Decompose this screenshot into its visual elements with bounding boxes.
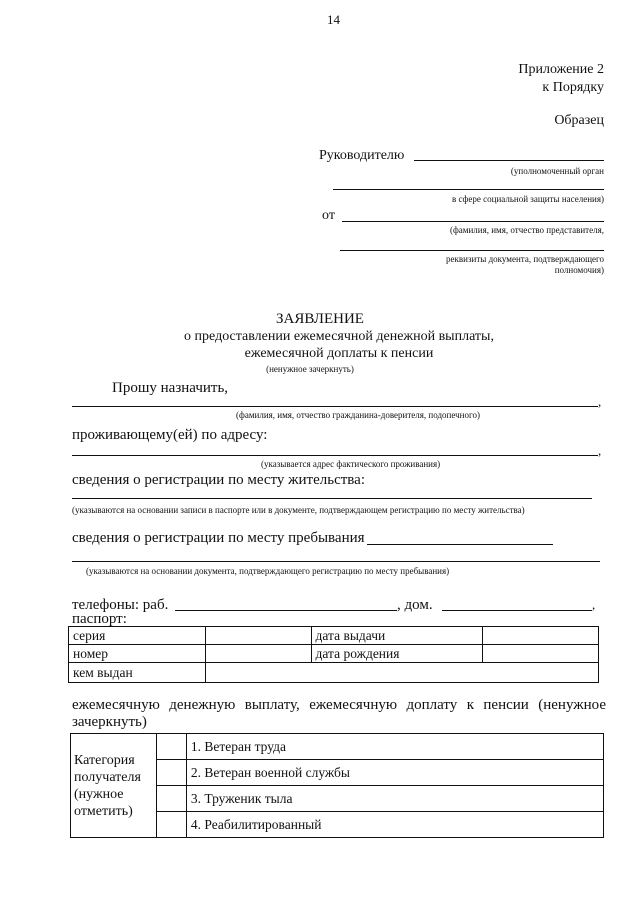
appendix-line1: Приложение 2 <box>518 62 604 77</box>
fio-line[interactable] <box>72 406 598 407</box>
category-checkbox-4[interactable] <box>156 812 186 838</box>
hint-representative-2: реквизиты документа, подтверждающего <box>446 254 604 264</box>
reg-stay-line-2[interactable] <box>72 561 600 562</box>
title-sub-1: о предоставлении ежемесячной денежной выплаты, <box>184 329 494 344</box>
reg-stay-label: сведения о регистрации по месту пребывания <box>72 530 365 546</box>
passport-series-label: серия <box>69 627 206 645</box>
hint-authority-1: (уполномоченный орган <box>510 166 604 176</box>
hint-representative-1: (фамилия, имя, отчество представителя, <box>449 225 604 235</box>
title-sub-2: ежемесячной доплаты к пенсии <box>244 346 434 361</box>
hint-authority-2: в сфере социальной защиты населения) <box>451 194 604 204</box>
category-item-2: 2. Ветеран военной службы <box>186 760 603 786</box>
address-comma: , <box>598 443 602 458</box>
passport-number-value[interactable] <box>205 645 311 663</box>
hint-address: (указывается адрес фактического проживания) <box>261 459 441 469</box>
title-note: (ненужное зачеркнуть) <box>266 364 354 374</box>
representative-line[interactable] <box>340 250 604 251</box>
passport-issue-date-value[interactable] <box>483 627 599 645</box>
birth-date-label: дата рождения <box>311 645 483 663</box>
page-number: 14 <box>327 12 340 27</box>
authority-line[interactable] <box>333 189 604 190</box>
reg-residence-label: сведения о регистрации по месту жительства: <box>72 472 365 488</box>
issued-by-label: кем выдан <box>69 663 206 683</box>
hint-reg-stay: (указываются на основании документа, подтверждающего регистрацию по месту пребывания) <box>86 566 450 576</box>
home-phone-line[interactable] <box>442 610 592 611</box>
document-title: ЗАЯВЛЕНИЕ <box>276 311 364 327</box>
reg-residence-line[interactable] <box>72 498 592 499</box>
sample-label: Образец <box>554 113 604 128</box>
category-checkbox-3[interactable] <box>156 786 186 812</box>
reg-stay-line-1[interactable] <box>367 544 553 545</box>
work-phone-line[interactable] <box>175 610 397 611</box>
address-line[interactable] <box>72 455 598 456</box>
birth-date-value[interactable] <box>483 645 599 663</box>
passport-series-value[interactable] <box>205 627 311 645</box>
passport-number-label: номер <box>69 645 206 663</box>
payment-text: ежемесячную денежную выплату, ежемесячную доплату к пенсии (ненужное зачеркнуть) <box>72 697 606 730</box>
to-label: Руководителю <box>319 148 405 163</box>
passport-table <box>68 626 599 683</box>
request-text: Прошу назначить, <box>112 380 229 396</box>
hint-representative-3: полномочия) <box>554 265 604 275</box>
category-item-1: 1. Ветеран труда <box>186 734 603 760</box>
phones-label: телефоны: раб. <box>72 597 169 613</box>
category-item-4: 4. Реабилитированный <box>186 812 603 838</box>
hint-fio: (фамилия, имя, отчество гражданина-доверителя, подопечного) <box>236 410 480 420</box>
category-table <box>70 733 604 838</box>
from-label: от <box>322 208 335 223</box>
hint-reg-residence: (указываются на основании записи в паспорте или в документе, подтверждающем регистрацию по месту жительства) <box>72 505 525 515</box>
address-label: проживающему(ей) по адресу: <box>72 427 268 443</box>
issued-by-value[interactable] <box>205 663 598 683</box>
passport-label: паспорт: <box>72 611 127 627</box>
passport-issue-date-label: дата выдачи <box>311 627 483 645</box>
from-line[interactable] <box>342 221 604 222</box>
home-phone-label: , дом. <box>397 597 433 613</box>
category-checkbox-1[interactable] <box>156 734 186 760</box>
category-checkbox-2[interactable] <box>156 760 186 786</box>
category-item-3: 3. Труженик тыла <box>186 786 603 812</box>
to-line[interactable] <box>414 160 604 161</box>
fio-comma: , <box>598 394 602 409</box>
phones-comma: , <box>592 597 596 612</box>
category-label: Категория получателя (нужное отметить) <box>71 734 157 838</box>
appendix-line2: к Порядку <box>542 80 604 95</box>
